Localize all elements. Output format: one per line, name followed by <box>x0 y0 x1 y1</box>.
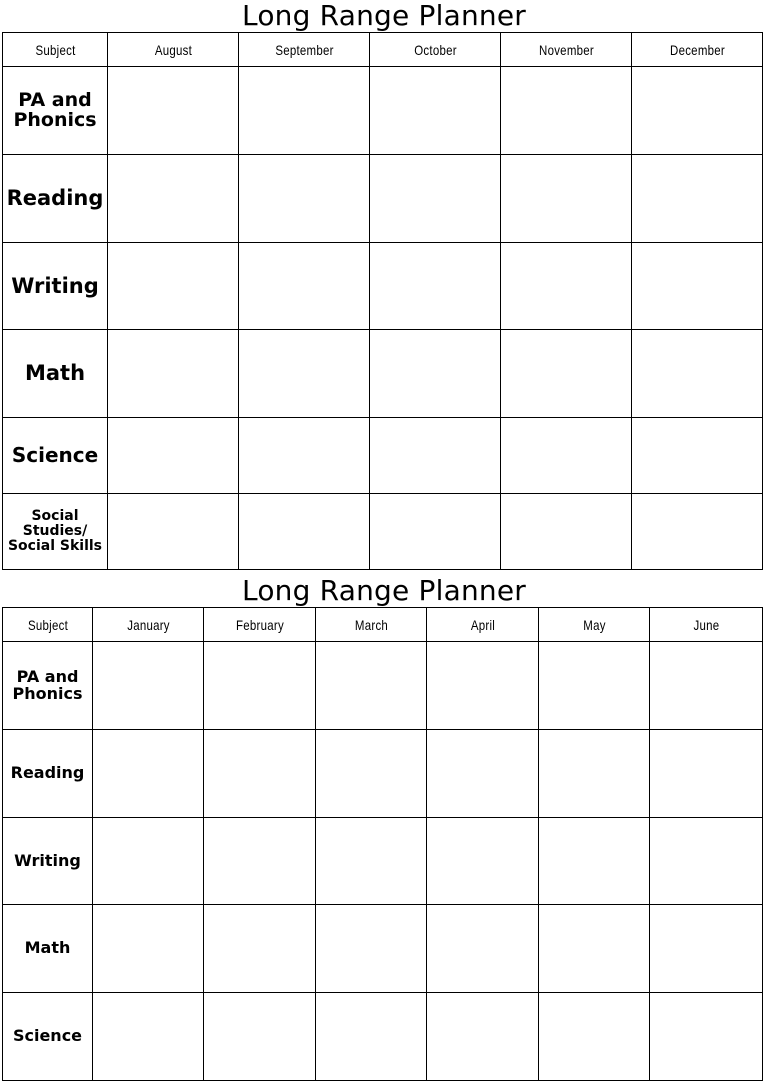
plan-cell[interactable] <box>632 243 763 330</box>
table-row <box>3 642 763 730</box>
plan-cell[interactable] <box>204 905 316 993</box>
subject-cell <box>3 155 108 243</box>
table-row <box>3 155 763 243</box>
subject-label: Writing <box>14 850 81 870</box>
plan-cell[interactable] <box>427 905 539 993</box>
plan-cell[interactable] <box>239 243 370 330</box>
plan-cell[interactable] <box>93 642 204 730</box>
plan-cell[interactable] <box>427 818 539 905</box>
plan-cell[interactable] <box>239 330 370 418</box>
plan-cell[interactable] <box>632 330 763 418</box>
plan-cell[interactable] <box>239 67 370 155</box>
month-header: December <box>643 33 750 67</box>
plan-cell[interactable] <box>370 418 501 494</box>
plan-cell[interactable] <box>427 993 539 1081</box>
plan-cell[interactable] <box>370 494 501 570</box>
table-row <box>3 730 763 818</box>
plan-cell[interactable] <box>316 818 427 905</box>
month-header: January <box>102 608 193 642</box>
header-row <box>3 608 763 642</box>
plan-cell[interactable] <box>427 730 539 818</box>
subject-cell <box>3 993 93 1081</box>
table-row <box>3 243 763 330</box>
planner-table <box>2 607 763 1081</box>
plan-cell[interactable] <box>204 642 316 730</box>
plan-cell[interactable] <box>316 730 427 818</box>
subject-cell <box>3 418 108 494</box>
plan-cell[interactable] <box>427 642 539 730</box>
subject-label: Math <box>24 938 71 958</box>
plan-cell[interactable] <box>501 330 632 418</box>
planner-title: Long Range Planner <box>242 574 526 607</box>
table-row <box>3 330 763 418</box>
plan-cell[interactable] <box>501 155 632 243</box>
plan-cell[interactable] <box>93 905 204 993</box>
plan-cell[interactable] <box>650 730 763 818</box>
subject-label: Writing <box>11 273 99 298</box>
plan-cell[interactable] <box>650 818 763 905</box>
plan-cell[interactable] <box>204 993 316 1081</box>
plan-cell[interactable] <box>632 155 763 243</box>
plan-cell[interactable] <box>650 993 763 1081</box>
plan-cell[interactable] <box>204 818 316 905</box>
month-header: October <box>381 33 488 67</box>
plan-cell[interactable] <box>370 155 501 243</box>
plan-cell[interactable] <box>650 905 763 993</box>
plan-cell[interactable] <box>370 243 501 330</box>
plan-cell[interactable] <box>632 67 763 155</box>
plan-cell[interactable] <box>93 993 204 1081</box>
plan-cell[interactable] <box>539 642 650 730</box>
subject-label: Science <box>11 443 99 467</box>
subject-label: Reading <box>10 763 85 783</box>
plan-cell[interactable] <box>539 730 650 818</box>
plan-cell[interactable] <box>239 418 370 494</box>
planner-title: Long Range Planner <box>242 0 526 32</box>
subject-label: PA and Phonics <box>13 88 97 131</box>
table-row <box>3 494 763 570</box>
subject-cell <box>3 67 108 155</box>
plan-cell[interactable] <box>239 494 370 570</box>
plan-cell[interactable] <box>93 730 204 818</box>
plan-cell[interactable] <box>204 730 316 818</box>
plan-cell[interactable] <box>93 818 204 905</box>
plan-cell[interactable] <box>539 905 650 993</box>
plan-cell[interactable] <box>108 418 239 494</box>
plan-cell[interactable] <box>501 67 632 155</box>
plan-cell[interactable] <box>632 418 763 494</box>
plan-cell[interactable] <box>632 494 763 570</box>
month-header: April <box>437 608 529 642</box>
plan-cell[interactable] <box>501 243 632 330</box>
plan-cell[interactable] <box>370 67 501 155</box>
month-header: November <box>512 33 619 67</box>
month-header: September <box>250 33 357 67</box>
subject-cell <box>3 330 108 418</box>
plan-cell[interactable] <box>108 494 239 570</box>
subject-cell <box>3 905 93 993</box>
plan-cell[interactable] <box>108 330 239 418</box>
plan-cell[interactable] <box>650 642 763 730</box>
plan-cell[interactable] <box>108 67 239 155</box>
subject-header: Subject <box>11 608 85 642</box>
planner-table <box>2 32 763 570</box>
table-row <box>3 67 763 155</box>
subject-cell <box>3 642 93 730</box>
subject-label: PA and Phonics <box>12 666 83 703</box>
month-header: May <box>548 608 639 642</box>
subject-cell <box>3 818 93 905</box>
header-row <box>3 33 763 67</box>
subject-label: Reading <box>6 186 104 211</box>
plan-cell[interactable] <box>239 155 370 243</box>
plan-cell[interactable] <box>108 155 239 243</box>
table-row <box>3 993 763 1081</box>
month-header: June <box>660 608 753 642</box>
table-row <box>3 905 763 993</box>
subject-cell <box>3 494 108 570</box>
plan-cell[interactable] <box>539 818 650 905</box>
subject-label: Social Studies/ Social Skills <box>7 508 103 554</box>
subject-cell <box>3 243 108 330</box>
plan-cell[interactable] <box>108 243 239 330</box>
plan-cell[interactable] <box>539 993 650 1081</box>
month-header: August <box>119 33 226 67</box>
subject-header: Subject <box>12 33 98 67</box>
month-header: February <box>214 608 306 642</box>
month-header: March <box>325 608 416 642</box>
plan-cell[interactable] <box>501 418 632 494</box>
table-row <box>3 818 763 905</box>
plan-cell[interactable] <box>316 993 427 1081</box>
plan-cell[interactable] <box>370 330 501 418</box>
subject-cell <box>3 730 93 818</box>
subject-label: Math <box>24 361 86 386</box>
plan-cell[interactable] <box>316 642 427 730</box>
plan-cell[interactable] <box>501 494 632 570</box>
subject-label: Science <box>12 1026 83 1046</box>
plan-cell[interactable] <box>316 905 427 993</box>
table-row <box>3 418 763 494</box>
